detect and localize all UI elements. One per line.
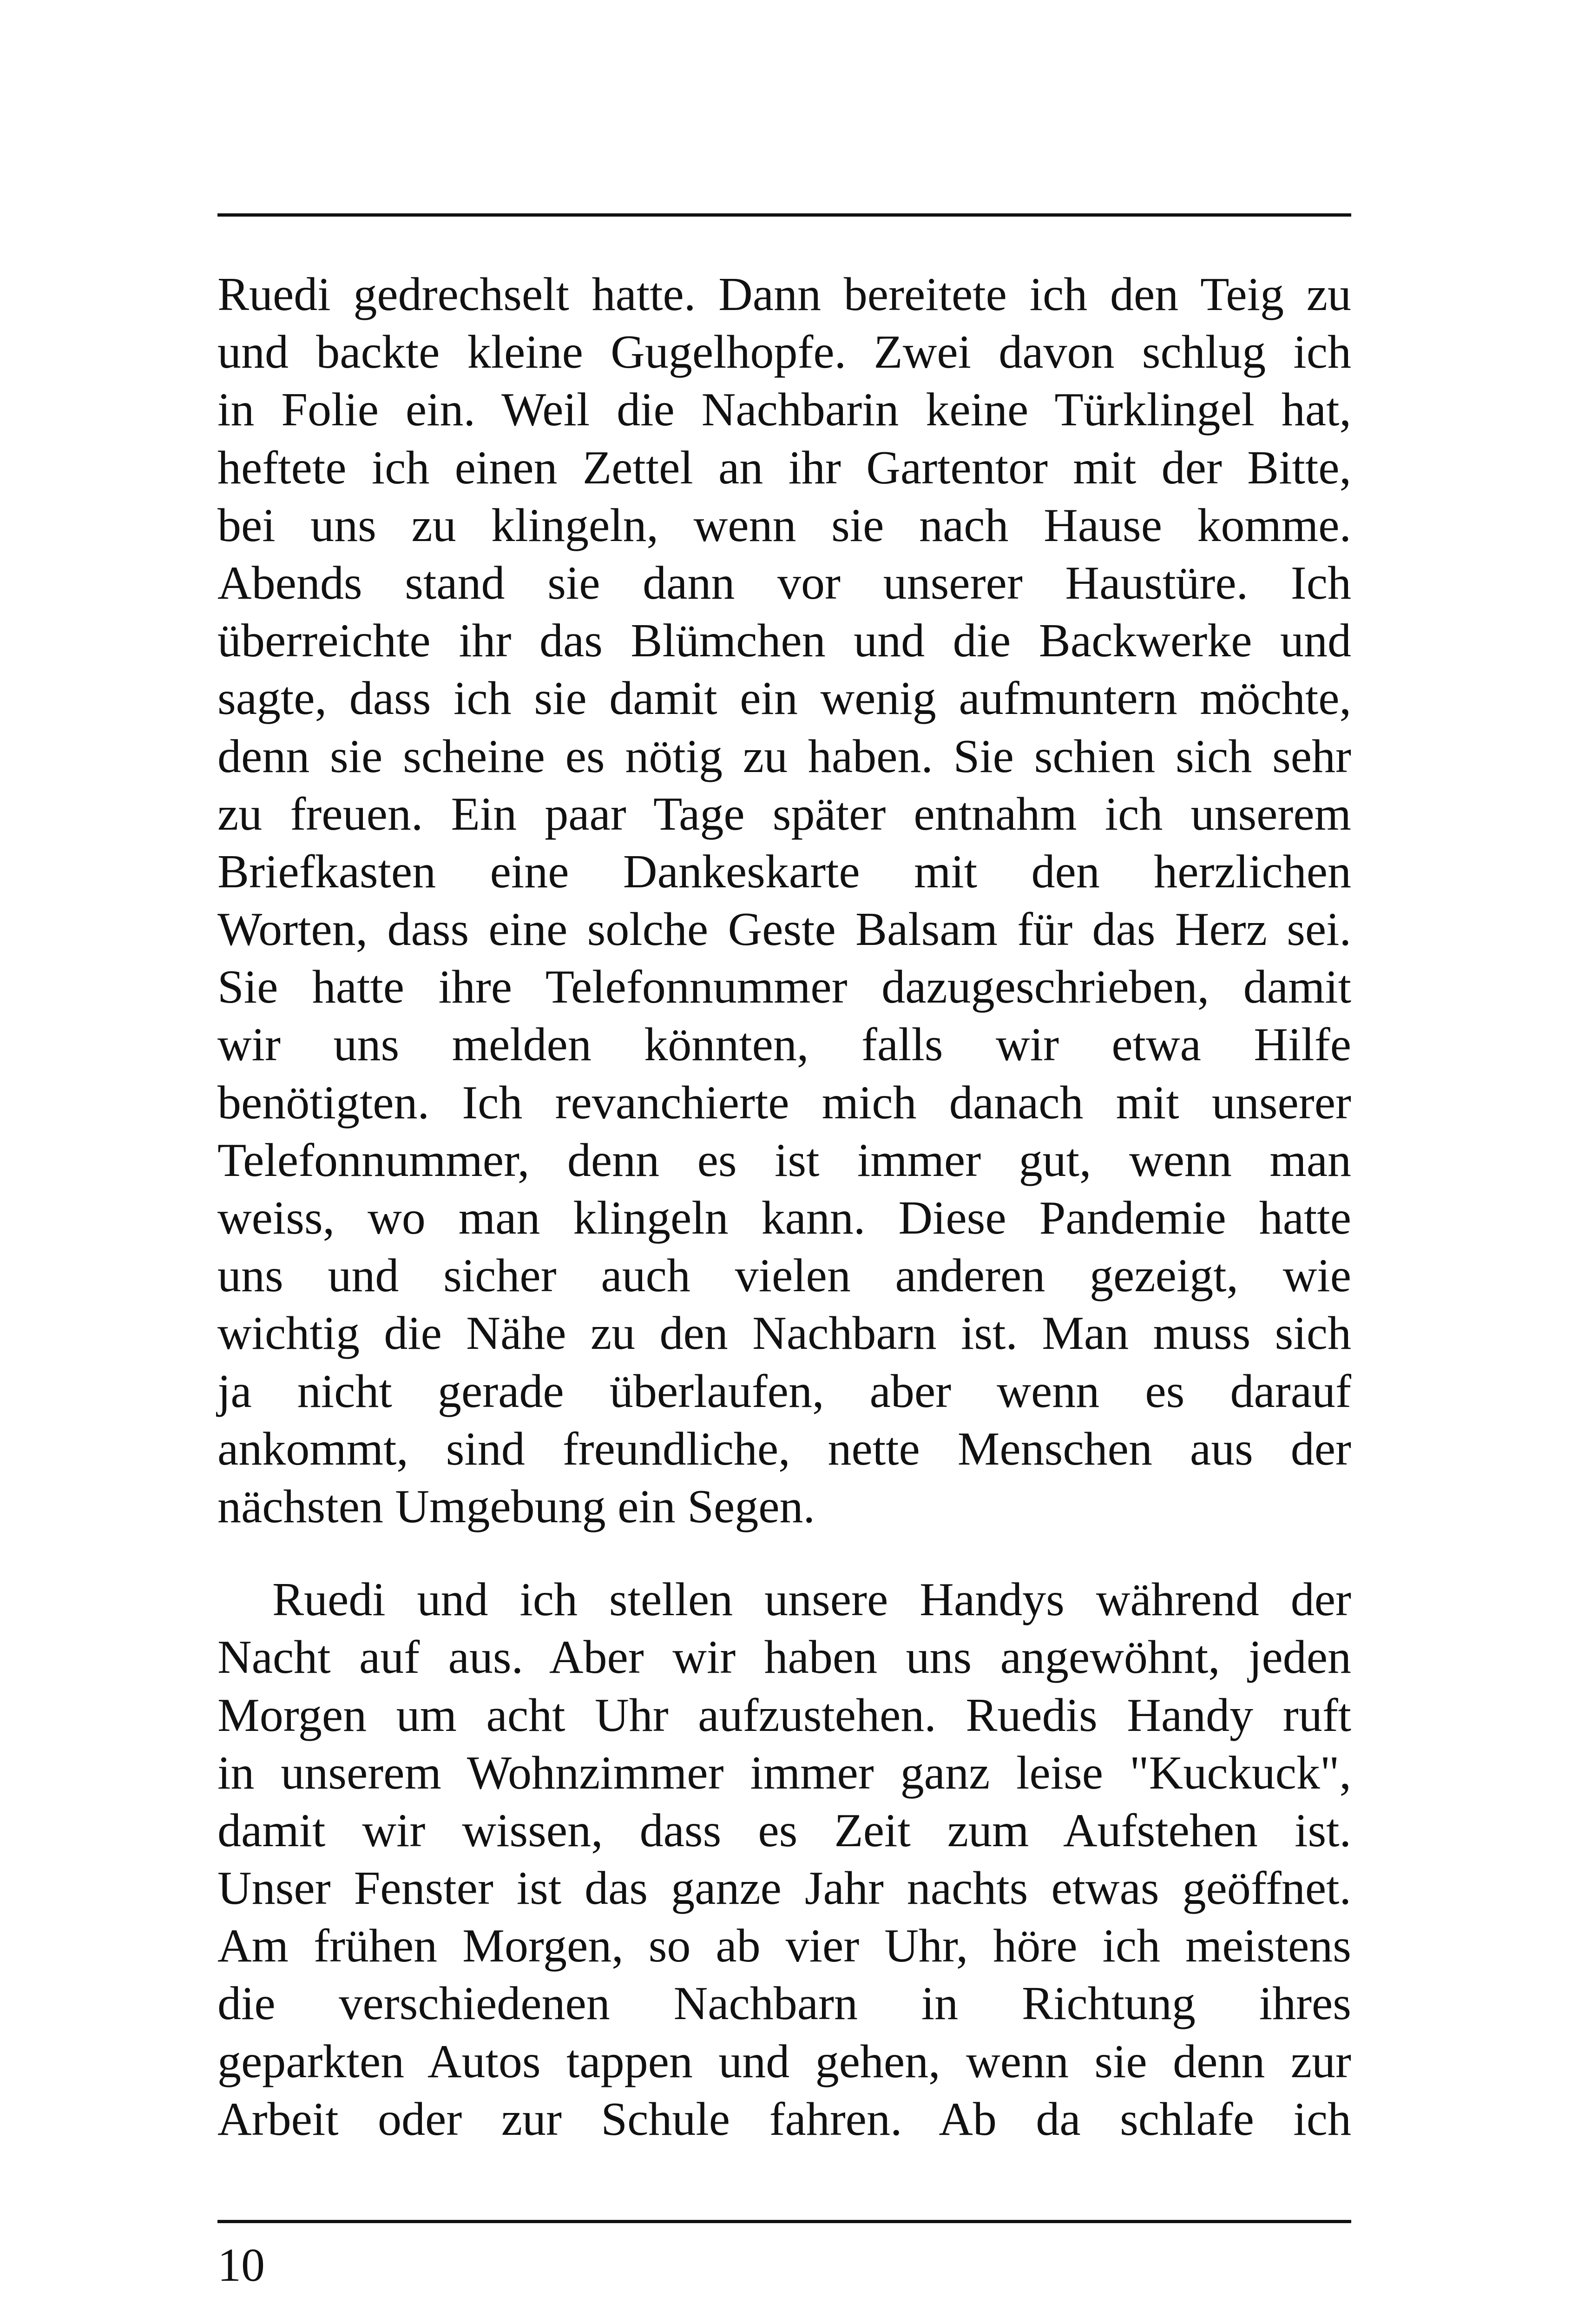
text-line: ankommt, sind freundliche, nette Menschen aus der [217,1422,1351,1475]
paragraph [217,266,1351,1536]
text-line: weiss, wo man klingeln kann. Diese Pandemie hatte [217,1192,1351,1244]
text-line: benötigten. Ich revanchierte mich danach mit unserer [217,1076,1351,1129]
text-line: zu freuen. Ein paar Tage später entnahm ich unserem [217,787,1351,840]
text-line: Worten, dass eine solche Geste Balsam für das Herz sei. [217,903,1351,956]
text-line: bei uns zu klingeln, wenn sie nach Hause komme. [217,499,1351,552]
text-line: Telefonnummer, denn es ist immer gut, wenn man [217,1134,1351,1187]
text-line: heftete ich einen Zettel an ihr Gartentor mit der Bitte, [217,441,1351,494]
page-number: 10 [217,2239,265,2291]
header-rule [217,213,1351,217]
text-line: Briefkasten eine Dankeskarte mit den herzlichen [217,845,1351,898]
text-line: ja nicht gerade überlaufen, aber wenn es darauf [217,1365,1351,1418]
paragraph [217,1571,1351,2148]
text-line: überreichte ihr das Blümchen und die Backwerke und [217,614,1351,667]
text-line: wir uns melden könnten, falls wir etwa Hilfe [217,1018,1351,1071]
text-line: Sie hatte ihre Telefonnummer dazugeschrieben, damit [217,961,1351,1014]
text-line: denn sie scheine es nötig zu haben. Sie schien sich sehr [217,730,1351,783]
text-line: sagte, dass ich sie damit ein wenig aufmuntern möchte, [217,672,1351,725]
text-line: Nacht auf aus. Aber wir haben uns angewöhnt, jeden [217,1631,1351,1684]
text-line: Unser Fenster ist das ganze Jahr nachts etwas geöffnet. [217,1862,1351,1915]
text-line: Arbeit oder zur Schule fahren. Ab da schlafe ich [217,2093,1351,2146]
text-line: Morgen um acht Uhr aufzustehen. Ruedis Handy ruft [217,1689,1351,1742]
text-line: uns und sicher auch vielen anderen gezeigt, wie [217,1249,1351,1302]
text-line: wichtig die Nähe zu den Nachbarn ist. Man muss sich [217,1307,1351,1360]
page-body-text [217,266,1351,2148]
text-line: und backte kleine Gugelhopfe. Zwei davon schlug ich [217,326,1351,379]
text-line: nächsten Umgebung ein Segen. [217,1480,815,1533]
text-line: Ruedi gedrechselt hatte. Dann bereitete ich den Teig zu [217,268,1351,321]
text-line: die verschiedenen Nachbarn in Richtung ihres [217,1977,1351,2030]
text-line: Am frühen Morgen, so ab vier Uhr, höre ich meistens [217,1920,1351,1973]
text-line: in Folie ein. Weil die Nachbarin keine Türklingel hat, [217,383,1351,436]
footer-rule [217,2220,1351,2223]
text-line: in unserem Wohnzimmer immer ganz leise "Kuckuck", [217,1746,1351,1799]
paragraph-gap [217,1536,1351,1571]
text-line: damit wir wissen, dass es Zeit zum Aufstehen ist. [217,1804,1351,1857]
text-line: Ruedi und ich stellen unsere Handys während der [272,1573,1351,1626]
text-line: Abends stand sie dann vor unserer Haustüre. Ich [217,556,1351,609]
text-line: geparkten Autos tappen und gehen, wenn sie denn zur [217,2035,1351,2088]
